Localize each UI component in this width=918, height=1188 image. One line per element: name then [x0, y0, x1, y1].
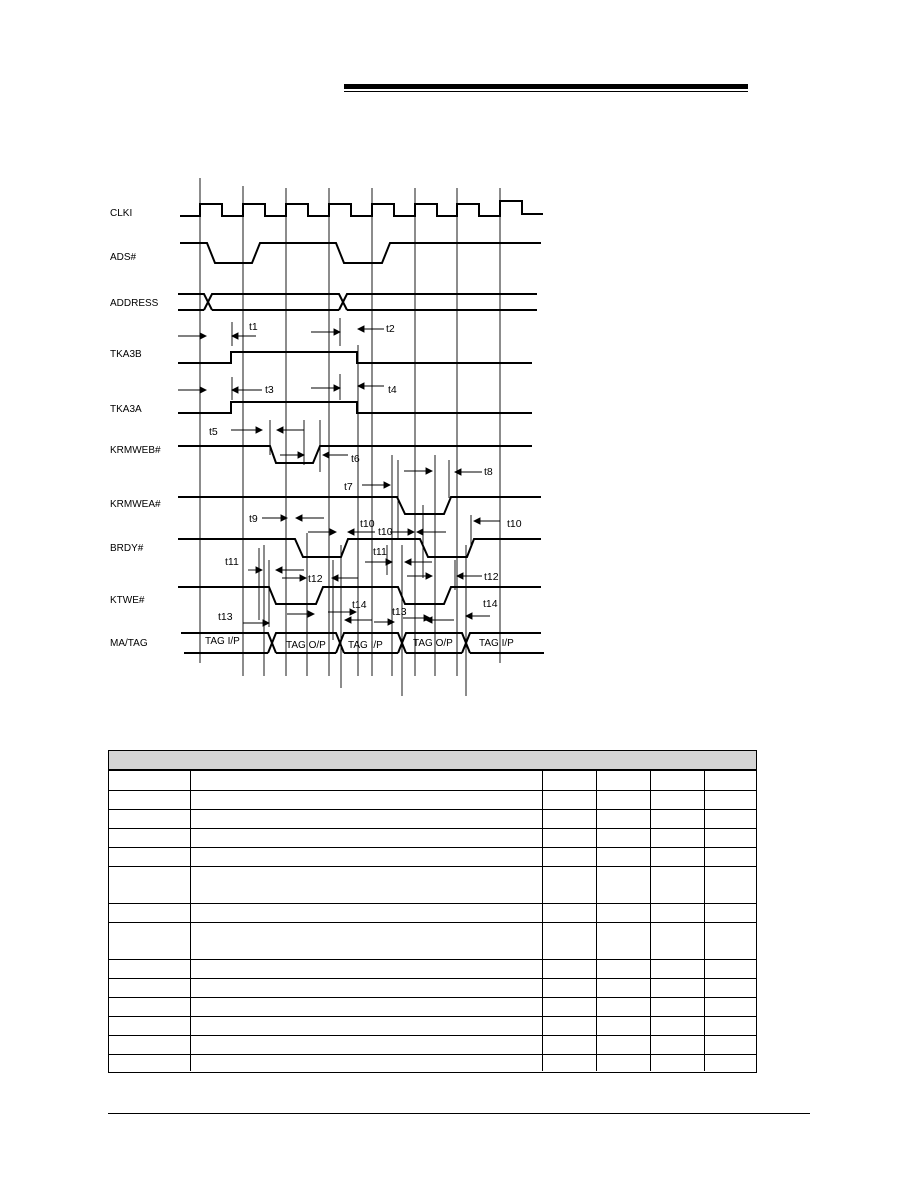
timing-label: t6 — [351, 453, 360, 465]
arrowhead — [408, 529, 414, 535]
clki-waveform — [180, 201, 543, 216]
address-bus-upper — [178, 294, 537, 310]
arrowhead — [474, 518, 480, 524]
arrowhead — [334, 329, 340, 335]
timing-label: t13 — [218, 611, 233, 623]
arrowhead — [384, 482, 390, 488]
timing-label: t9 — [249, 513, 258, 525]
arrowhead — [388, 619, 394, 625]
arrowhead — [298, 452, 304, 458]
arrowhead — [256, 427, 262, 433]
table-row — [109, 903, 756, 922]
arrowhead — [426, 468, 432, 474]
footer-rule — [108, 1113, 810, 1114]
timing-label: t3 — [265, 384, 274, 396]
table-row — [109, 978, 756, 997]
timing-label: t12 — [308, 573, 323, 585]
timing-label: t4 — [388, 384, 397, 396]
timing-label: t11 — [225, 556, 239, 568]
arrowhead — [308, 611, 314, 617]
table-header-row — [109, 771, 756, 790]
table-row — [109, 959, 756, 978]
arrowhead — [334, 385, 340, 391]
table-row — [109, 922, 756, 959]
timing-label: t14 — [483, 598, 498, 610]
arrowhead — [232, 387, 238, 393]
arrowhead — [358, 383, 364, 389]
arrowhead — [466, 613, 472, 619]
arrowhead — [277, 427, 283, 433]
table-row — [109, 1054, 756, 1071]
arrowhead — [300, 575, 306, 581]
timing-label: t10 — [507, 518, 522, 530]
arrowhead — [455, 469, 461, 475]
arrowhead — [358, 326, 364, 332]
arrowhead — [345, 617, 351, 623]
table-body — [109, 771, 756, 1071]
timing-label: t5 — [209, 426, 218, 438]
timing-label: t12 — [484, 571, 499, 583]
table-row — [109, 1035, 756, 1054]
table-title-bar — [109, 751, 756, 771]
arrowhead — [330, 529, 336, 535]
signal-label-krmwea: KRMWEA# — [110, 499, 161, 510]
timing-label: t14 — [352, 599, 367, 611]
bus-segment-label: TAG I/P — [479, 638, 514, 649]
arrowhead — [348, 529, 354, 535]
brdy-waveform — [178, 539, 541, 557]
krmwea-waveform — [178, 497, 541, 514]
arrowhead — [405, 559, 411, 565]
bus-segment-label: TAG I/P — [205, 636, 240, 647]
timing-label: t10 — [378, 526, 393, 538]
signal-label-clki: CLKI — [110, 208, 133, 219]
arrowhead — [296, 515, 302, 521]
timing-spec-table — [108, 750, 757, 1073]
table-row — [109, 997, 756, 1016]
arrowhead — [276, 567, 282, 573]
arrowhead — [200, 387, 206, 393]
bus-segment-label: TAG O/P — [413, 638, 453, 649]
signal-label-address: ADDRESS — [110, 298, 159, 309]
tka3b-waveform — [178, 352, 532, 363]
signal-label-ktwe: KTWE# — [110, 595, 145, 606]
tka3a-waveform — [178, 402, 532, 413]
arrowhead — [457, 573, 463, 579]
signal-label-tka3b: TKA3B — [110, 349, 142, 360]
arrowhead — [417, 529, 423, 535]
signal-label-ma-tag: MA/TAG — [110, 638, 148, 649]
timing-label: t7 — [344, 481, 353, 493]
timing-label: t1 — [249, 321, 258, 333]
arrowhead — [232, 333, 238, 339]
arrowhead — [426, 573, 432, 579]
ads-waveform — [180, 243, 541, 263]
arrowhead — [200, 333, 206, 339]
arrowhead — [263, 620, 269, 626]
timing-label: t10 — [360, 518, 375, 530]
bus-segment-label: TAG O/P — [286, 640, 326, 651]
table-row — [109, 847, 756, 866]
table-row — [109, 1016, 756, 1035]
signal-label-brdy: BRDY# — [110, 543, 144, 554]
bus-segment-label: TAG I/P — [348, 640, 383, 651]
table-row — [109, 828, 756, 847]
signal-label-ads: ADS# — [110, 252, 137, 263]
timing-label: t13 — [392, 606, 407, 618]
table-row — [109, 790, 756, 809]
timing-label: t8 — [484, 466, 493, 478]
table-row — [109, 809, 756, 828]
signal-label-krmweb: KRMWEB# — [110, 445, 161, 456]
arrowhead — [323, 452, 329, 458]
timing-label: t11 — [373, 546, 387, 558]
table-grid — [109, 771, 756, 1071]
signal-label-tka3a: TKA3A — [110, 404, 142, 415]
timing-label: t2 — [386, 323, 395, 335]
table-row — [109, 866, 756, 903]
